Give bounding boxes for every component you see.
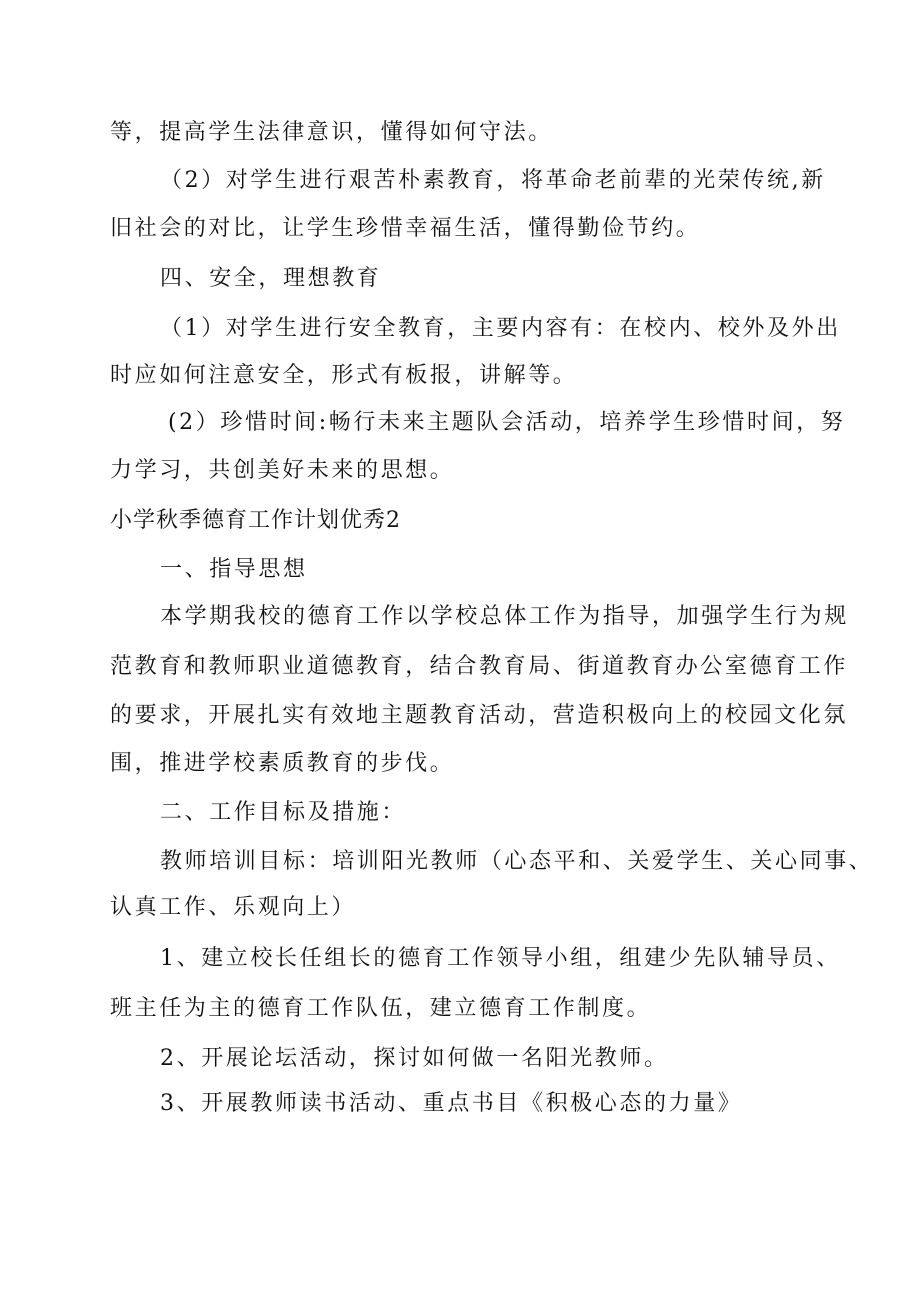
text-line-17: 认真工作、乐观向上） [110,895,357,920]
text-line-19: 班主任为主的德育工作队伍，建立德育工作制度。 [110,996,652,1021]
text-line-6: 时应如何注意安全，形式有板报，讲解等。 [110,363,578,388]
text-line-12: 范教育和教师职业道德教育，结合教育局、街道教育办公室德育工作 [110,654,849,679]
section-heading-2: 二、工作目标及措施： [160,800,407,825]
text-line-20: 2、开展论坛活动，探讨如何做一名阳光教师。 [160,1046,669,1071]
text-line-3: 旧社会的对比，让学生珍惜幸福生活，懂得勤俭节约。 [110,216,701,241]
text-line-1: 等，提高学生法律意识，懂得如何守法。 [110,120,553,145]
text-line-7: (2）珍惜时间:畅行未来主题队会活动，培养学生珍惜时间，努 [168,410,846,435]
text-line-13: 的要求，开展扎实有效地主题教育活动，营造积极向上的校园文化氛 [110,703,849,728]
text-line-2: （2）对学生进行艰苦朴素教育，将革命老前辈的光荣传统,新 [160,168,826,193]
text-line-14: 围，推进学校素质教育的步伐。 [110,751,455,776]
text-line-21: 3、开展教师读书活动、重点书目《积极心态的力量》 [160,1091,743,1116]
section-heading-4: 四、安全，理想教育 [160,266,382,291]
text-line-8: 力学习，共创美好未来的思想。 [110,458,455,483]
text-line-18: 1、建立校长任组长的德育工作领导小组，组建少先队辅导员、 [160,946,841,971]
document-subtitle: 小学秋季德育工作计划优秀2 [110,508,401,533]
text-line-16: 教师培训目标：培训阳光教师（心态平和、关爱学生、关心同事、 [160,849,874,874]
text-line-5: （1）对学生进行安全教育，主要内容有：在校内、校外及外出 [160,316,841,341]
section-heading-1: 一、指导思想 [160,557,308,582]
text-line-11: 本学期我校的德育工作以学校总体工作为指导，加强学生行为规 [160,604,849,629]
